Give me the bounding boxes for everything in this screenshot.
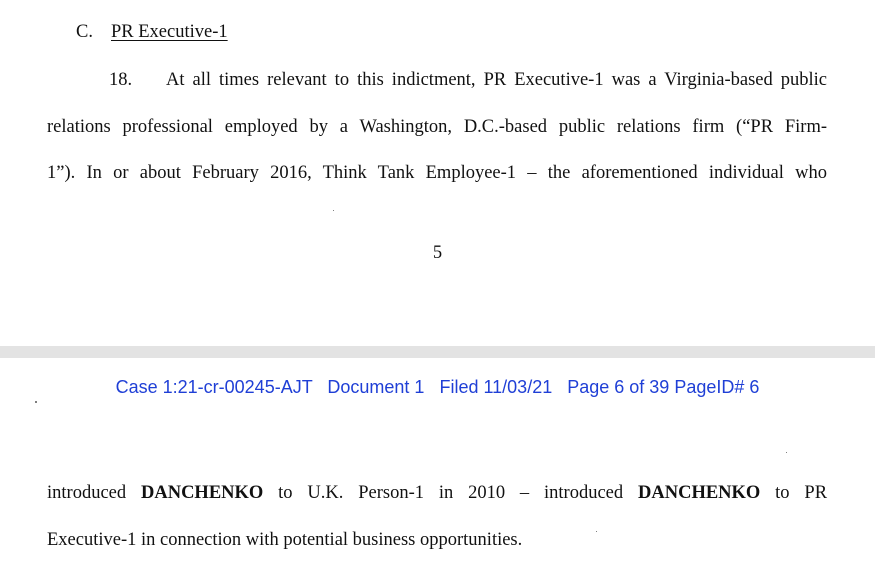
scan-speck [786,452,787,453]
scan-speck [35,401,37,403]
case-number: Case 1:21-cr-00245-AJT [115,377,313,397]
paragraph-number: 18. [109,70,133,90]
filed-date: Filed 11/03/21 [439,377,553,397]
page-number: 5 [432,243,443,263]
section-letter: C. [76,22,93,42]
paragraph-line-1: At all times relevant to this indictment, PR Executive-1 was a Virginia-based public [166,70,827,90]
document-number: Document 1 [327,377,425,397]
defendant-name-bold: DANCHENKO [638,483,761,503]
text-run: to PR [775,483,828,503]
scan-speck [596,531,597,532]
defendant-name-bold: DANCHENKO [140,483,264,503]
page-id: Page 6 of 39 PageID# 6 [567,377,760,397]
paragraph-continuation-line-1 [47,483,827,504]
paragraph-line-2: relations professional employed by a Washington, D.C.-based public relations firm (“PR Firm- [47,117,827,137]
section-title: PR Executive-1 [111,22,228,42]
paragraph-line-3: 1”). In or about February 2016, Think Tank Employee-1 – the aforementioned individual who [47,163,827,183]
text-run: introduced [47,483,127,503]
scan-speck [333,210,334,211]
paragraph-continuation-line-2: Executive-1 in connection with potential business opportunities. [47,530,523,550]
case-header-stamp [0,377,875,398]
text-run: to U.K. Person-1 in 2010 – introduced [278,483,624,503]
page-separator [0,346,875,358]
